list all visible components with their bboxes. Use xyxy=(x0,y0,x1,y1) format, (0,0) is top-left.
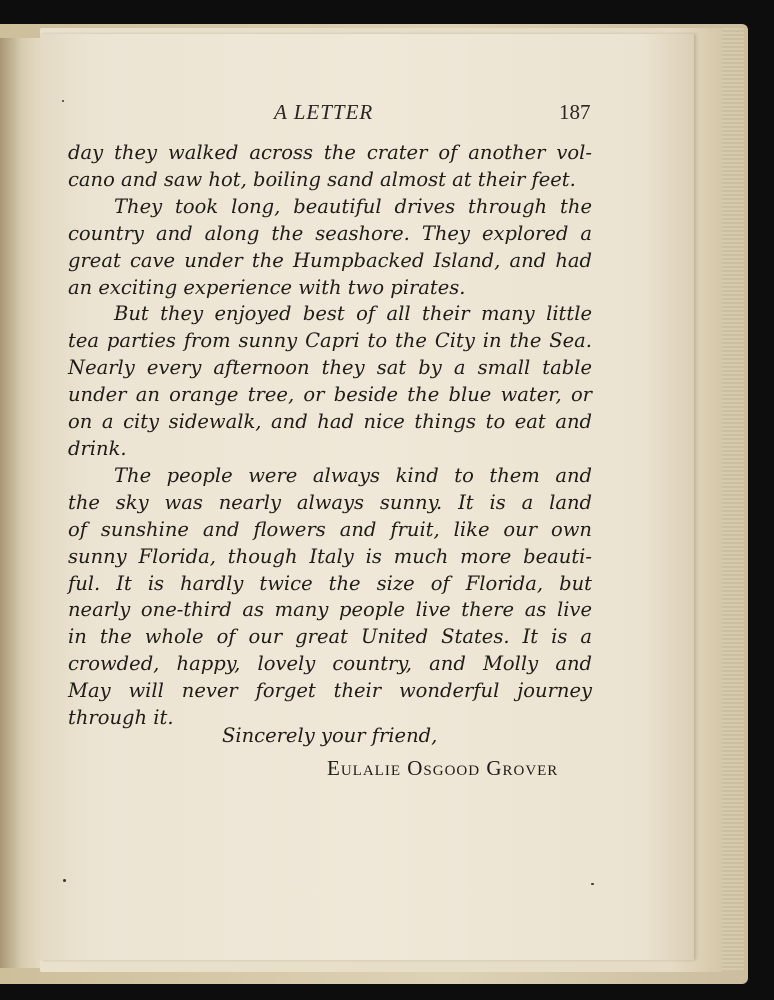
previous-page-edge xyxy=(0,38,40,968)
text-line: sunny Florida, though Italy is much more beauti- xyxy=(68,544,592,568)
paper-speck xyxy=(591,883,594,885)
paper-speck xyxy=(62,100,64,102)
text-line: cano and saw hot, boiling sand almost at their feet. xyxy=(68,167,576,191)
text-line: The people were always kind to them and xyxy=(114,463,592,487)
text-line: May will never forget their wonderful journey xyxy=(68,679,592,703)
paper-speck xyxy=(63,879,66,882)
author-signature: Eulalie Osgood Grover xyxy=(327,756,559,780)
text-line: But they enjoyed best of all their many little xyxy=(114,302,592,326)
letter-body xyxy=(68,140,592,732)
text-line: in the whole of our great United States. It is a xyxy=(68,625,592,649)
text-line: country and along the seashore. They explored a xyxy=(68,221,592,245)
text-line: drink. xyxy=(68,436,127,460)
closing-line: Sincerely your friend, xyxy=(222,724,438,747)
text-line: nearly one-third as many people live there as live xyxy=(68,598,592,622)
text-line: under an orange tree, or beside the blue water, or xyxy=(68,383,592,407)
text-line: ful. It is hardly twice the size of Florida, but xyxy=(68,571,592,595)
running-title: A LETTER xyxy=(274,100,374,124)
page-number: 187 xyxy=(559,100,591,124)
text-line: crowded, happy, lovely country, and Molly and xyxy=(68,652,592,676)
text-line: They took long, beautiful drives through the xyxy=(114,194,592,218)
text-line: through it. xyxy=(68,706,174,730)
text-line: tea parties from sunny Capri to the City in the Sea. xyxy=(68,329,592,353)
text-line: of sunshine and flowers and fruit, like our own xyxy=(68,517,592,541)
text-line: on a city sidewalk, and had nice things to eat and xyxy=(68,410,592,434)
text-line: day they walked across the crater of another vol- xyxy=(68,141,592,164)
text-line: Nearly every afternoon they sat by a small table xyxy=(68,356,592,380)
text-line: the sky was nearly always sunny. It is a land xyxy=(68,490,592,514)
text-line: an exciting experience with two pirates. xyxy=(68,275,466,299)
cloth-binding-edge xyxy=(722,28,744,972)
text-line: great cave under the Humpbacked Island, and had xyxy=(68,248,592,272)
